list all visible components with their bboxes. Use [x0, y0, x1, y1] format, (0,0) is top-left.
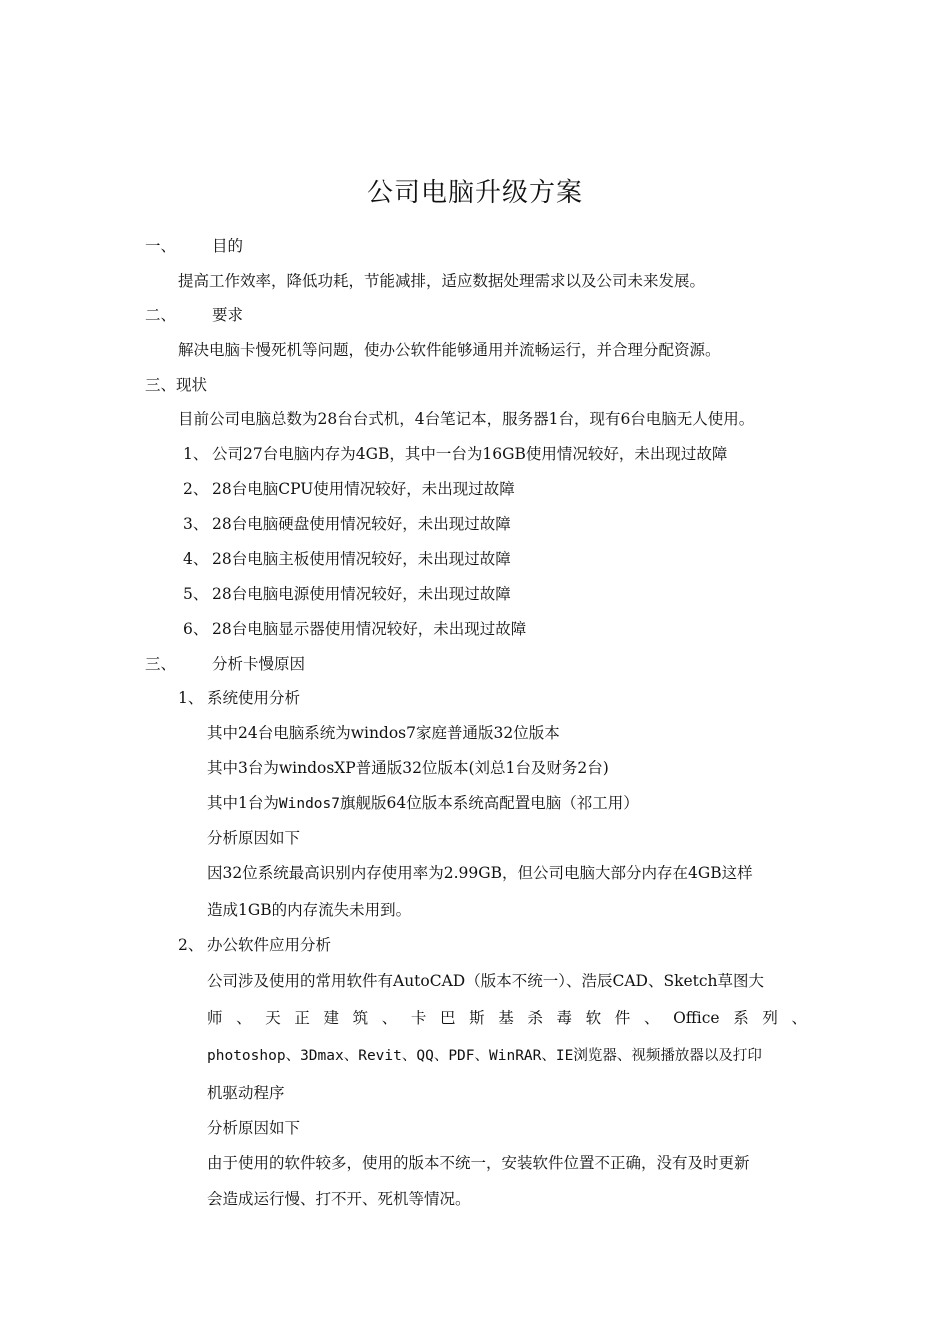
status-item-number: 2、 — [183, 480, 209, 498]
section-4-heading: 分析卡慢原因 — [212, 655, 306, 673]
reason-label: 分析原因如下 — [207, 1119, 301, 1137]
status-item-text: 28台电脑电源使用情况较好，未出现过故障 — [212, 585, 511, 603]
status-item-text: 28台电脑硬盘使用情况较好，未出现过故障 — [212, 515, 511, 533]
section-1-text: 提高工作效率，降低功耗，节能减排，适应数据处理需求以及公司未来发展。 — [178, 272, 706, 290]
reason-line-1: 由于使用的软件较多，使用的版本不统一，安装软件位置不正确，没有及时更新 — [207, 1154, 750, 1172]
section-1-number: 一、 — [145, 237, 177, 255]
status-item-number: 4、 — [183, 550, 209, 568]
reason-line-2: 会造成运行慢、打不开、死机等情况。 — [207, 1190, 471, 1208]
section-3-heading: 三、现状 — [145, 376, 208, 394]
system-line-3 — [207, 793, 639, 814]
subsection-1-heading: 系统使用分析 — [207, 689, 301, 707]
status-item-text: 28台电脑显示器使用情况较好，未出现过故障 — [212, 620, 527, 638]
software-line-1: 公司涉及使用的常用软件有AutoCAD（版本不统一）、浩辰CAD、Sketch草图大 — [207, 972, 765, 990]
subsection-2-number: 2、 — [178, 936, 204, 954]
reason-label: 分析原因如下 — [207, 829, 301, 847]
section-2-text: 解决电脑卡慢死机等问题，使办公软件能够通用并流畅运行，并合理分配资源。 — [178, 341, 721, 359]
status-item-number: 5、 — [183, 585, 209, 603]
status-item-text: 28台电脑主板使用情况较好，未出现过故障 — [212, 550, 511, 568]
system-line-2: 其中3台为windosXP普通版32位版本(刘总1台及财务2台) — [207, 759, 609, 777]
subsection-1-number: 1、 — [178, 689, 204, 707]
reason-line-1: 因32位系统最高识别内存使用率为2.99GB，但公司电脑大部分内存在4GB这样 — [207, 864, 753, 882]
status-item-number: 1、 — [183, 445, 209, 463]
system-line-3-os: Windos7 — [278, 796, 340, 812]
section-2-number: 二、 — [145, 306, 177, 324]
system-line-1: 其中24台电脑系统为windos7家庭普通版32位版本 — [207, 724, 560, 742]
subsection-2-heading: 办公软件应用分析 — [207, 936, 332, 954]
section-3-intro: 目前公司电脑总数为28台台式机，4台笔记本，服务器1台，现有6台电脑无人使用。 — [178, 410, 755, 428]
system-line-3-start: 其中1台为 — [207, 794, 279, 812]
section-1-heading: 目的 — [212, 237, 244, 255]
section-4-number: 三、 — [145, 655, 177, 673]
system-line-3-end: 旗舰版64位版本系统高配置电脑（祁工用） — [339, 794, 639, 812]
status-item-text: 28台电脑CPU使用情况较好，未出现过故障 — [212, 480, 515, 498]
software-line-3: photoshop、3Dmax、Revit、QQ、PDF、WinRAR、IE浏览器、视频播放器以及打印 — [207, 1048, 762, 1064]
reason-line-2: 造成1GB的内存流失未用到。 — [207, 901, 412, 919]
section-2-heading: 要求 — [212, 306, 244, 324]
software-line-4: 机驱动程序 — [207, 1084, 285, 1102]
status-item-text: 公司27台电脑内存为4GB，其中一台为16GB使用情况较好，未出现过故障 — [212, 445, 728, 463]
software-line-2: 师、天正建筑、卡巴斯基杀毒软件、Office系列、 — [207, 1009, 807, 1027]
document-title: 公司电脑升级方案 — [366, 178, 583, 208]
status-item-number: 6、 — [183, 620, 209, 638]
status-item-number: 3、 — [183, 515, 209, 533]
